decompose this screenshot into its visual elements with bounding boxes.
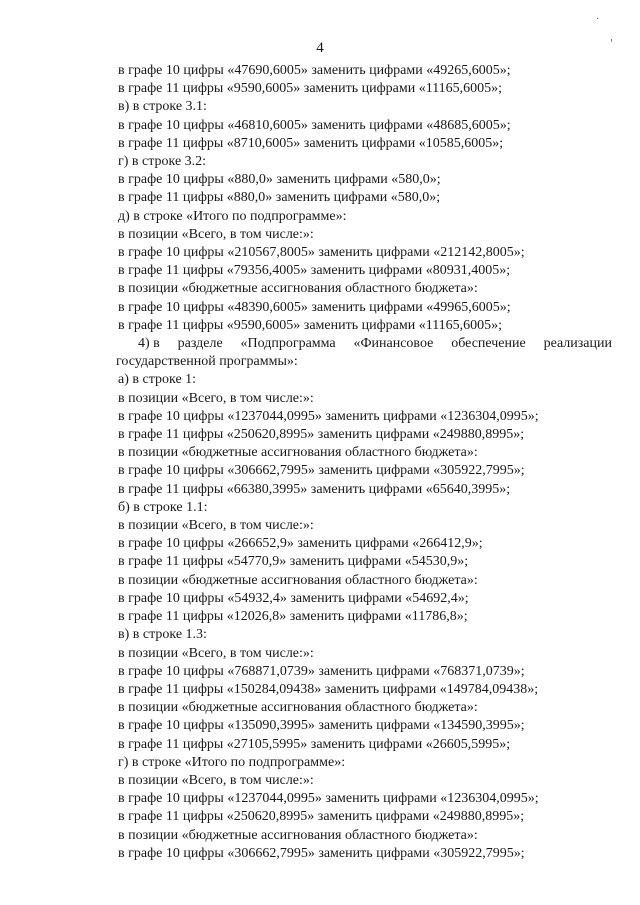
text-line: в графе 10 цифры «48390,6005» заменить цифрами «49965,6005»; [118,299,511,315]
text-line: в графе 10 цифры «266652,9» заменить цифрами «266412,9»; [118,536,483,552]
section-4-word: 4) в [138,336,160,352]
page-number: 4 [316,40,324,56]
text-line: в позиции «бюджетные ассигнования областного бюджета»: [118,445,478,461]
text-line: в графе 11 цифры «66380,3995» заменить цифрами «65640,3995»; [118,481,511,497]
text-line: в графе 11 цифры «12026,8» заменить цифрами «11786,8»; [118,609,468,625]
text-line: в позиции «бюджетные ассигнования областного бюджета»: [118,827,478,843]
section-4-word: «Финансовое [353,336,434,352]
text-line: в) в строке 1.3: [118,627,207,643]
paragraph-block-section4 [118,371,612,862]
section-4-heading-line [116,335,612,353]
text-line: в графе 10 цифры «135090,3995» заменить цифрами «134590,3995»; [118,718,525,734]
text-line: в графе 11 цифры «79356,4005» заменить цифрами «80931,4005»; [118,263,511,279]
section-4-heading-continuation: государственной программы»: [116,354,298,370]
text-line: в графе 10 цифры «46810,6005» заменить цифрами «48685,6005»; [118,117,511,133]
text-line: в позиции «Всего, в том числе:»: [118,518,314,534]
text-line: в графе 11 цифры «150284,09438» заменить цифрами «149784,09438»; [118,681,539,697]
text-line: б) в строке 1.1: [118,499,208,515]
text-line: г) в строке «Итого по подпрограмме»: [118,754,346,770]
text-line: г) в строке 3.2: [118,154,207,170]
text-line: в позиции «Всего, в том числе:»: [118,645,314,661]
text-line: д) в строке «Итого по подпрограмме»: [118,208,347,224]
text-line: в графе 11 цифры «54770,9» заменить цифрами «54530,9»; [118,554,469,570]
scan-speck-mark: ' [610,38,613,49]
section-4-word: реализации [543,336,612,352]
text-line: в позиции «бюджетные ассигнования областного бюджета»: [118,281,478,297]
section-4-word: «Подпрограмма [240,336,336,352]
text-line: в позиции «бюджетные ассигнования областного бюджета»: [118,700,478,716]
text-line: в графе 11 цифры «8710,6005» заменить цифрами «10585,6005»; [118,135,504,151]
text-line: в графе 10 цифры «1237044,0995» заменить цифрами «1236304,0995»; [118,791,539,807]
text-line: в графе 10 цифры «54932,4» заменить цифрами «54692,4»; [118,590,469,606]
document-body [118,62,612,863]
text-line: в графе 10 цифры «768871,0739» заменить цифрами «768371,0739»; [118,663,525,679]
text-line: в графе 10 цифры «306662,7995» заменить цифрами «305922,7995»; [118,845,525,861]
text-line: в графе 10 цифры «1237044,0995» заменить цифрами «1236304,0995»; [118,408,539,424]
text-line: в позиции «Всего, в том числе:»: [118,390,314,406]
text-line: в позиции «Всего, в том числе:»: [118,772,314,788]
text-line: в графе 11 цифры «250620,8995» заменить цифрами «249880,8995»; [118,427,525,443]
text-line: в графе 11 цифры «250620,8995» заменить цифрами «249880,8995»; [118,809,525,825]
text-line: в графе 11 цифры «880,0» заменить цифрами «580,0»; [118,190,441,206]
text-line: в графе 11 цифры «27105,5995» заменить цифрами «26605,5995»; [118,736,511,752]
text-line: в) в строке 3.1: [118,99,207,115]
section-4-word: разделе [177,336,223,352]
text-line: в графе 10 цифры «880,0» заменить цифрами «580,0»; [118,172,441,188]
text-line: в позиции «Всего, в том числе:»: [118,226,314,242]
section-4-word: обеспечение [451,336,526,352]
text-line: в графе 10 цифры «306662,7995» заменить цифрами «305922,7995»; [118,463,525,479]
text-line: в графе 11 цифры «9590,6005» заменить цифрами «11165,6005»; [118,81,503,97]
text-line: в графе 10 цифры «47690,6005» заменить цифрами «49265,6005»; [118,63,511,78]
text-line: в графе 11 цифры «9590,6005» заменить цифрами «11165,6005»; [118,317,503,333]
text-line: а) в строке 1: [118,372,197,388]
text-line: в графе 10 цифры «210567,8005» заменить цифрами «212142,8005»; [118,245,525,261]
scan-speck-mark: · [596,14,600,25]
text-line: в позиции «бюджетные ассигнования областного бюджета»: [118,572,478,588]
paragraph-block-section3 [118,62,612,335]
